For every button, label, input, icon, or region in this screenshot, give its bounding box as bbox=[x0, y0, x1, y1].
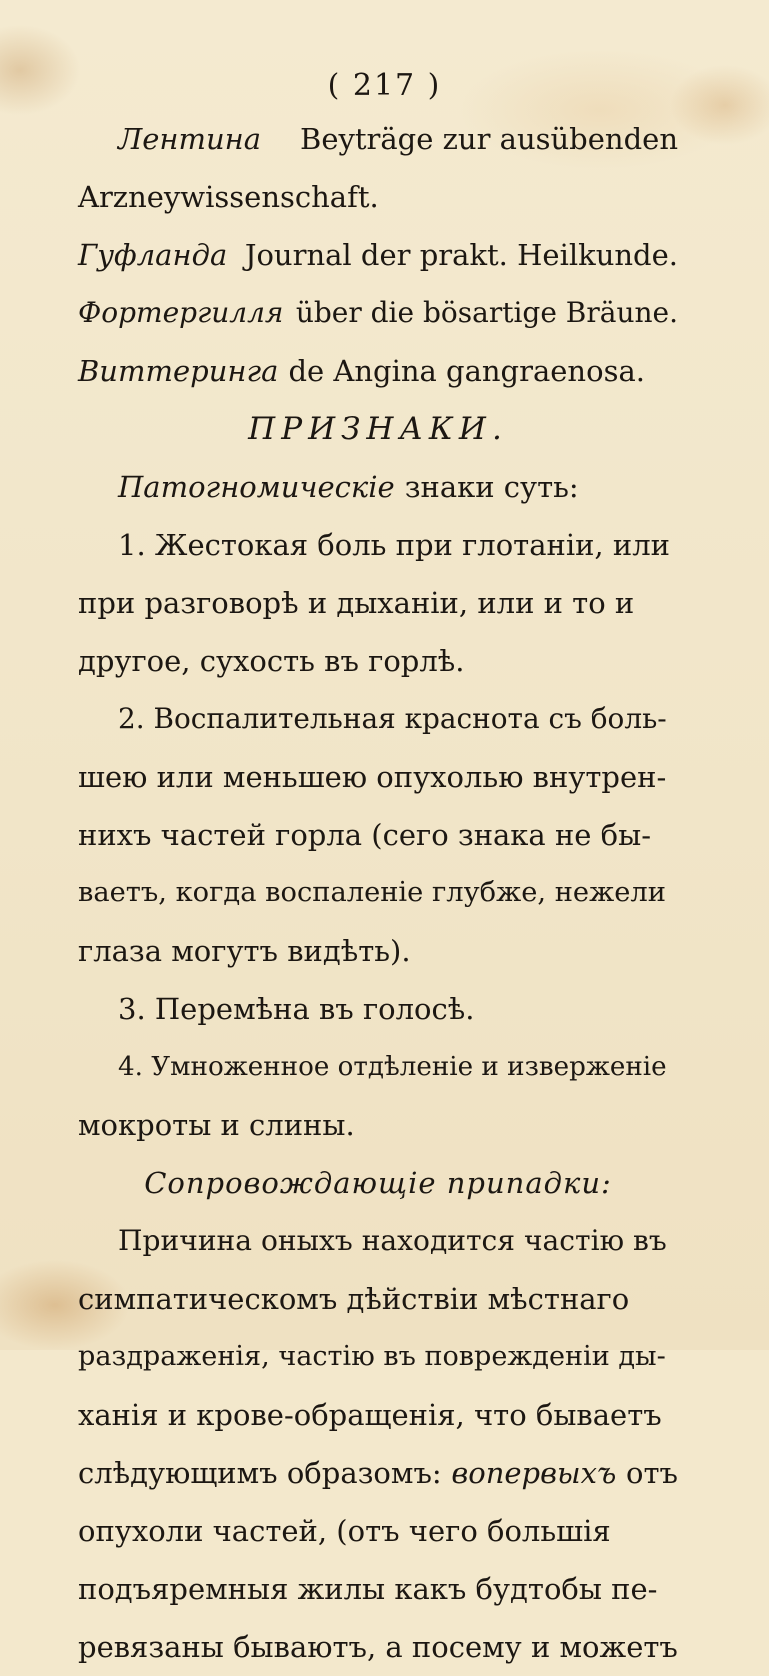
text-line bbox=[78, 1618, 678, 1676]
text-line bbox=[78, 516, 678, 574]
ref-line-lentin bbox=[78, 110, 678, 168]
text-line bbox=[78, 1270, 678, 1328]
ref-line-withering bbox=[78, 342, 678, 400]
section-heading-line bbox=[78, 400, 678, 458]
author-name: Лентина bbox=[118, 122, 262, 156]
text-line bbox=[78, 806, 678, 864]
text-line-content: 2. Воспалительная краснота съ боль- bbox=[118, 702, 667, 735]
text-line-content: 4. Умноженное отдѣленіе и изверженіе bbox=[118, 1052, 667, 1082]
text-line bbox=[78, 1096, 678, 1154]
text-line-content: при разговорѣ и дыханіи, или и то и bbox=[78, 586, 635, 620]
subheading-text: знаки суть: bbox=[404, 470, 579, 504]
text-line-content: мокроты и слины. bbox=[78, 1108, 355, 1142]
text-line bbox=[78, 1038, 678, 1096]
text-line-content: шею или меньшею опухолью внутрен- bbox=[78, 760, 667, 794]
author-name: Виттеринга bbox=[78, 354, 279, 388]
text-line-content: опухоли частей, (отъ чего большія bbox=[78, 1514, 611, 1548]
subheading-italic: Патогномическіе bbox=[118, 470, 395, 504]
subheading-accompanying: Сопровождающіе припадки: bbox=[144, 1166, 612, 1200]
text-line bbox=[78, 632, 678, 690]
text-line bbox=[78, 1212, 678, 1270]
page-text bbox=[78, 110, 678, 1676]
text-line-content: отъ bbox=[626, 1456, 678, 1490]
italic-word: вопервыхъ bbox=[451, 1456, 617, 1490]
text-line bbox=[78, 1328, 678, 1386]
text-line-content: другое, сухость въ горлѣ. bbox=[78, 644, 465, 678]
reference-title: Arzneywissenschaft. bbox=[78, 180, 379, 214]
ref-line-fothergill bbox=[78, 284, 678, 342]
text-line bbox=[78, 574, 678, 632]
text-line bbox=[78, 690, 678, 748]
text-line-content: Причина оныхъ находится частію въ bbox=[118, 1224, 667, 1257]
ref-line-continuation bbox=[78, 168, 678, 226]
text-line bbox=[78, 864, 678, 922]
text-line bbox=[78, 1386, 678, 1444]
text-line-content: слѣдующимъ образомъ: bbox=[78, 1456, 442, 1490]
text-line bbox=[78, 748, 678, 806]
text-line-content: ханія и крове-обращенія, что бываетъ bbox=[78, 1398, 662, 1432]
text-line-content: ваетъ, когда воспаленіе глубже, нежели bbox=[78, 877, 666, 908]
reference-title: über die bösartige Bräune. bbox=[295, 296, 678, 329]
text-line bbox=[78, 1502, 678, 1560]
text-line-content: 3. Перемѣна въ голосѣ. bbox=[118, 992, 475, 1026]
text-line-content: подъяремныя жилы какъ будтобы пе- bbox=[78, 1572, 658, 1606]
author-name: Гуфланда bbox=[78, 238, 228, 272]
reference-title: de Angina gangraenosa. bbox=[288, 354, 645, 388]
text-line-content: ревязаны бываютъ, а посему и можетъ bbox=[78, 1630, 678, 1664]
text-line bbox=[78, 1444, 678, 1502]
text-line bbox=[78, 1560, 678, 1618]
subheading-line bbox=[78, 1154, 678, 1212]
text-line-content: глаза могутъ видѣть). bbox=[78, 934, 411, 968]
page-number: ( 217 ) bbox=[327, 68, 442, 103]
text-line-content: 1. Жестокая боль при глотаніи, или bbox=[118, 528, 670, 562]
reference-title: Beyträge zur ausübenden bbox=[300, 122, 678, 156]
reference-title: Journal der prakt. Heilkunde. bbox=[244, 238, 678, 272]
section-heading: ПРИЗНАКИ. bbox=[248, 411, 508, 447]
text-line-content: раздраженія, частію въ поврежденіи ды- bbox=[78, 1341, 666, 1372]
text-line bbox=[78, 980, 678, 1038]
text-line-content: симпатическомъ дѣйствіи мѣстнаго bbox=[78, 1282, 630, 1316]
ref-line-hufeland bbox=[78, 226, 678, 284]
text-line-content: нихъ частей горла (сего знака не бы- bbox=[78, 818, 651, 852]
author-name: Фортергилля bbox=[78, 296, 284, 329]
text-line bbox=[78, 922, 678, 980]
pathognomonic-line bbox=[78, 458, 678, 516]
